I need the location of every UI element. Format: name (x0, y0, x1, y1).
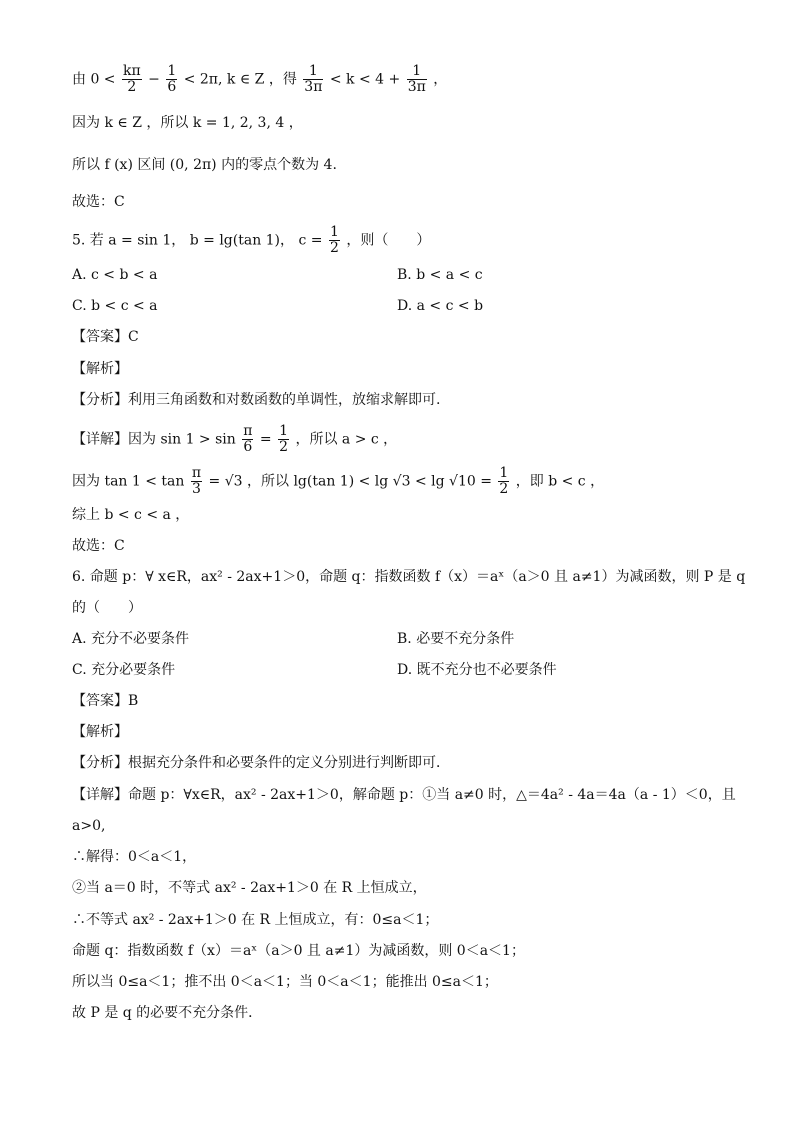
fraction-1-over-2-b: $\frac{1}{2}$ (279, 423, 289, 455)
q5-answer: 【答案】C (72, 329, 139, 345)
q5-detail1-prefix: 【详解】因为 sin 1 > sin (72, 431, 236, 448)
q5-stem (72, 225, 430, 256)
q5-detail2-suffix: ，即 b < c ， (515, 473, 605, 490)
q6-stem-line-1: 6. 命题 p：∀ x∈R，ax² - 2ax+1＞0，命题 q：指数函数 f（x）＝aˣ（a＞0 且 a≠1）为减函数，则 P 是 q (72, 569, 746, 585)
q5-option-d: D. a < c < b (397, 298, 484, 314)
q5-choice: 故选：C (72, 538, 125, 554)
q6-detail-2: a>0, (72, 818, 106, 834)
intro-line-1 (72, 64, 447, 95)
q5-stem-suffix: ，则（ ） (346, 232, 431, 249)
fraction-pi-over-3: $\frac{\pi}{3}$ (191, 465, 202, 497)
q5-option-b: B. b < a < c (397, 267, 483, 283)
q6-option-a: A. 充分不必要条件 (72, 631, 190, 647)
intro-line-4: 故选：C (72, 194, 125, 210)
q5-option-a: A. c < b < a (72, 267, 158, 283)
fraction-1-over-2: $\frac{1}{2}$ (329, 224, 339, 256)
intro-line-3: 所以 f (x) 区间 (0, 2π) 内的零点个数为 4. (72, 157, 337, 173)
fraction-k-pi-over-2: $\frac{k\pi}{2}$ (123, 63, 141, 95)
q5-analysis-title: 【解析】 (72, 361, 128, 377)
q6-detail-3: ∴解得：0＜a＜1， (72, 849, 197, 865)
intro-line1-prefix: 由 (72, 71, 86, 88)
intro-line1-end: ， (433, 71, 448, 88)
intro-line1-minus: − (148, 71, 160, 88)
q6-option-d: D. 既不充分也不必要条件 (397, 662, 557, 678)
fraction-1-over-3pi-b: $\frac{1}{3\pi}$ (407, 63, 426, 95)
intro-line-2: 因为 k ∈ Z ，所以 k = 1, 2, 3, 4 ， (72, 115, 303, 131)
q6-detail-6: 命题 q：指数函数 f（x）＝aˣ（a＞0 且 a≠1）为减函数，则 0＜a＜1； (72, 943, 525, 959)
q5-detail1-suffix: ，所以 a > c ， (295, 431, 398, 448)
fraction-1-over-2-c: $\frac{1}{2}$ (499, 465, 509, 497)
q5-detail-1 (72, 424, 397, 455)
q6-analysis: 【分析】根据充分条件和必要条件的定义分别进行判断即可． (72, 755, 450, 771)
intro-line1-mid: < k < 4 + (329, 71, 401, 88)
fraction-pi-over-6: $\frac{\pi}{6}$ (243, 423, 253, 455)
q6-detail-4: ②当 a＝0 时，不等式 ax² - 2ax+1＞0 在 R 上恒成立， (72, 880, 427, 896)
q5-stem-prefix: 5. 若 a = sin 1， b = lg(tan 1)， c = (72, 232, 323, 249)
q5-analysis: 【分析】利用三角函数和对数函数的单调性，放缩求解即可. (72, 392, 441, 408)
q6-option-b: B. 必要不充分条件 (397, 631, 515, 647)
intro-line1-get: ，得 (268, 71, 297, 88)
q6-answer: 【答案】B (72, 693, 139, 709)
q5-detail2-mid: = √3 ，所以 lg(tan 1) < lg √3 < lg √10 = (208, 473, 492, 490)
intro-line1-ineq-left: 0 < (90, 71, 116, 88)
q6-detail-5: ∴不等式 ax² - 2ax+1＞0 在 R 上恒成立，有：0≤a＜1； (72, 912, 439, 928)
q6-stem-line-2: 的（ ） (72, 600, 142, 616)
q6-analysis-title: 【解析】 (72, 724, 128, 740)
fraction-1-over-3pi-a: $\frac{1}{3\pi}$ (304, 63, 323, 95)
q5-detail-2 (72, 466, 604, 497)
fraction-1-over-6: $\frac{1}{6}$ (167, 63, 177, 95)
intro-line1-ineq-right: < 2π, k ∈ Z (183, 71, 265, 88)
q6-detail-7: 所以当 0≤a＜1；推不出 0＜a＜1；当 0＜a＜1；能推出 0≤a＜1； (72, 974, 498, 990)
q5-detail2-prefix: 因为 tan 1 < tan (72, 473, 185, 490)
q6-option-c: C. 充分必要条件 (72, 662, 176, 678)
q6-detail-1: 【详解】命题 p：∀x∈R，ax² - 2ax+1＞0，解命题 p：①当 a≠0 时，△＝4a² - 4a＝4a（a - 1）＜0，且 (72, 787, 736, 803)
q5-detail1-eq: = (259, 431, 272, 448)
q5-option-c: C. b < c < a (72, 298, 158, 314)
q6-detail-8: 故 P 是 q 的必要不充分条件． (72, 1005, 263, 1021)
q5-detail-3: 综上 b < c < a ， (72, 507, 190, 523)
